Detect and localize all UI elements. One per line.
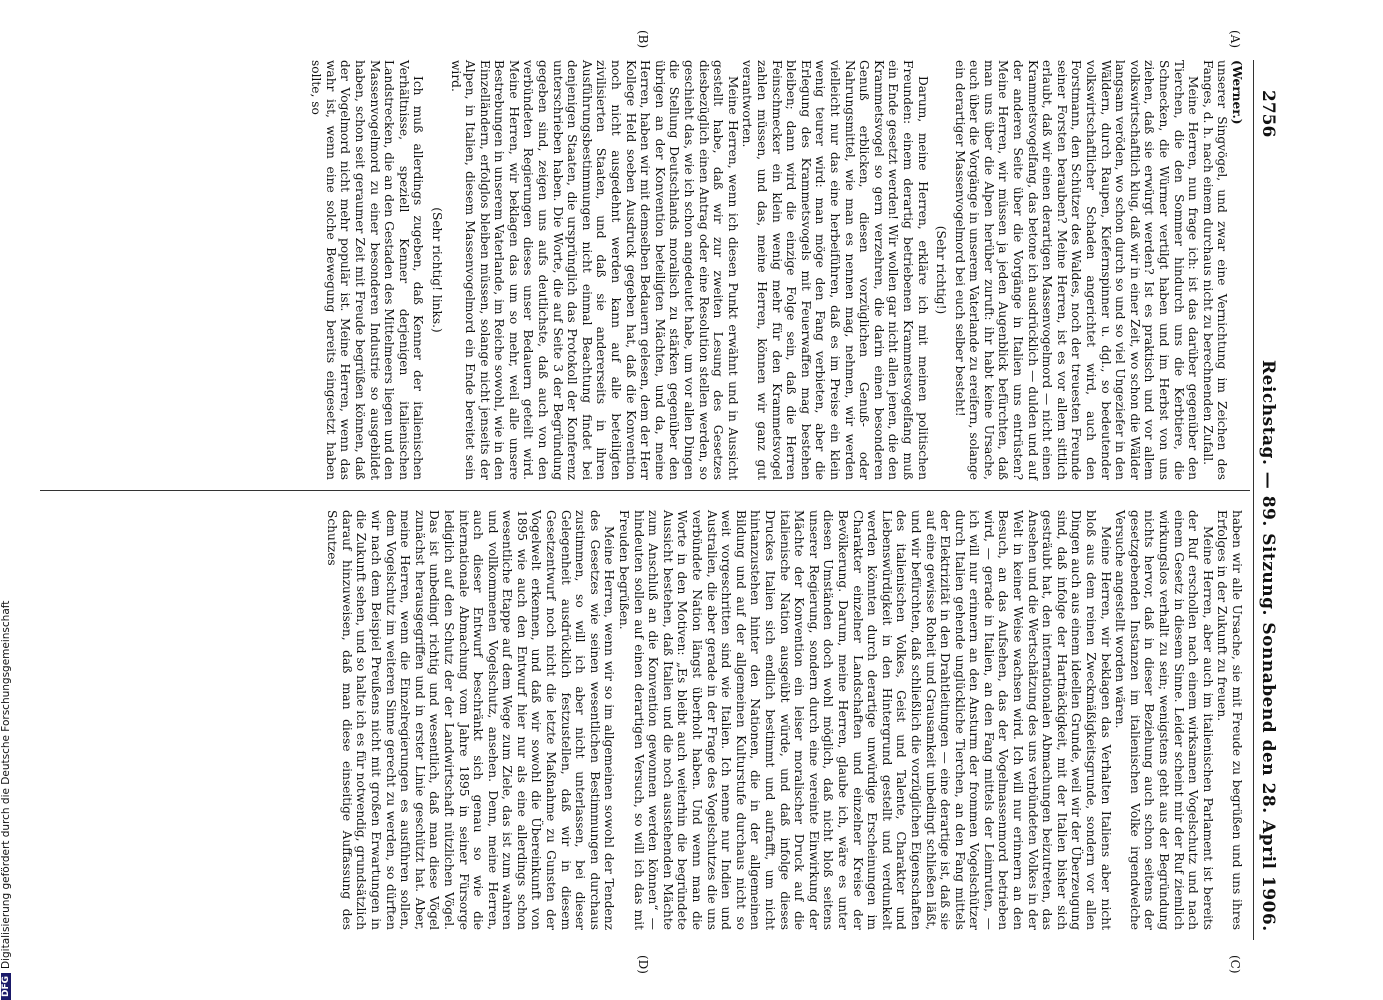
header-rule xyxy=(1253,60,1254,940)
speaker-label: (Werner.) xyxy=(1230,60,1244,125)
paragraph: Ich muß allerdings zugeben, daß Kenner der italienischen Verhältnisse, speziell Kenner derjenigen italienischen Landstrecken, die an den Gestaden des Mittelmeers liegen und den Massenvogelmord zu einer besonderen Industrie so ausgebildet haben, schon seit geraumer Zeit mit Freude begrüßen können, daß der Vogelmord nicht mehr populär ist. Meine Herren, wenn das wahr ist, wenn eine solche Bewegung bereits eingesetzt haben sollte, so xyxy=(309,60,426,480)
margin-marker-c: (C) xyxy=(1228,955,1242,974)
dfg-logo: DFG xyxy=(1,973,11,1000)
margin-marker-b: (B) xyxy=(636,30,650,49)
paragraph: Darum, meine Herren, erkläre ich mit meinen politischen Freunden: einem derartig betriebenen Krammetsvogelfang muß ein Ende gesetzt werden! Wir wollen gar nicht allen jenen, die den Krammetsvogel so gern verzehren, die darin einen besonderen Genuß erblicken, diesen vorzüglichen Genuß- oder Nahrungsmittel, wie man es nennen mag, nehmen, wir werden vielleicht nur das eine herbeiführen, daß es im Preise ein klein wenig teurer wird: man möge den Fang verbieten, aber die Erlegung des Krammetsvogels mit Feuerwaffen mag bestehen bleiben; dann wird die einzige Folge sein, daß die Herren Feinschmecker ein klein wenig mehr für den Krammetsvogel zahlen müssen, und das, meine Herren, können wir ganz gut verantworten. xyxy=(740,60,930,480)
paragraph: haben wir alle Ursache, sie mit Freude zu begrüßen und uns ihres Erfolges in der Zukunft zu freuen. xyxy=(1215,510,1244,930)
column-divider xyxy=(40,490,1250,491)
paragraph: Meine Herren, aber auch im italienischen Parlament ist bereits der Ruf erschollen nach einem wirksamen Vogelschutz und nach einem Gesetz in diesem Sinne. Leider scheint mir der Ruf ziemlich wirkungslos verhallt zu sein; wenigstens geht aus der Begründung nichts hervor, daß in dieser Beziehung auch schon seitens der gesetzgebenden Instanzen im italienischen Volke irgendwelche Versuche angestellt worden wären. xyxy=(1113,510,1215,930)
interjection: (Sehr richtig!) xyxy=(934,225,949,315)
digitization-credit xyxy=(0,0,14,1000)
page-title: Reichstag. — 89. Sitzung. Sonnabend den 28. April 1906. xyxy=(1258,360,1278,932)
page-header xyxy=(1254,30,1280,970)
paragraph: unserer Singvögel, und zwar eine Vernichtung im Zeichen des Fanges, d. h. nach einem durchaus nicht zu berechnenden Zufall. xyxy=(1200,60,1230,480)
paragraph: Meine Herren, nun frage ich: ist das darüber gegenüber den Tierchen, die den Sommer hindurch uns die Kerbtiere, die Schnecken, die Würmer vertilgt haben und im Herbst von uns ziehen, daß sie erwürgt werden? Ist es praktisch und vor allem volkswirtschaftlich klug, daß wir in einer Zeit, wo schon die Wälder langsam veröden, wo schon durch so und so viel Ungeziefer in den Wäldern, durch Raupen, Kiefernspinner u. dgl., so bedeutender volkswirtschaftlicher Schaden angerichtet wird, auch den Forstmann, den Schützer des Waldes, noch der treuesten Freunde seiner Forsten berauben? Meine Herren, ist es vor allem sittlich erlaubt, daß wir einen derartigen Massenvogelmord — nicht einen Krammetsvogelfang, das betone ich ausdrücklich — dulden und auf der anderen Seite über die Vorgänge in Italien uns entrüsten? Meine Herren, wir müssen ja jeden Augenblick befürchten, daß man uns über die Alpen herüber zuruft: ihr habt keine Ursache, euch über die Vorgänge in unserem Vaterlande zu ereifern, solange ein derartiger Massenvogelmord bei euch selber besteht! xyxy=(952,60,1201,480)
margin-marker-a: (A) xyxy=(1228,30,1242,49)
margin-marker-d: (D) xyxy=(636,955,650,974)
right-column xyxy=(325,510,1244,930)
credit-text: Digitalisierung gefördert durch die Deutsche Forschungsgemeinschaft xyxy=(0,600,12,969)
interjection: (Sehr richtig! links.) xyxy=(429,207,444,333)
paragraph: Meine Herren, wenn ich diesen Punkt erwähnt und in Aussicht gestellt habe, daß wir zur zweiten Lesung des Gesetzes diesbezüglich einen Antrag oder eine Resolution stellen werden, so geschieht das, wie ich schon angedeutet habe, um vor allen Dingen die Stellung Deutschlands moralisch zu stärken gegenüber den übrigen an der Konvention beteiligten Mächten, und da, meine Herren, haben wir mit demselben Bedauern gelesen, dem der Herr Kollege Held soeben Ausdruck gegeben hat, daß die Konvention noch nicht ausgedehnt werden kann auf alle beteiligten zivilisierten Staaten, und daß sie andererseits in ihren Ausführungsbestimmungen nicht einmal Beachtung findet bei denjenigen Staaten, die ursprünglich das Protokoll der Konferenz unterschrieben haben. Die Worte, die auf Seite 3 der Begründung gegeben sind, zeigen uns aufs deutlichste, daß auch von den verbündeten Regierungen dieses unser Bedauern geteilt wird. Meine Herren, wir beklagen das um so mehr, weil alle unsere Bestrebungen in unserem Vaterlande, im Reiche sowohl, wie in den Einzelländern, erfolglos bleiben müssen, solange nicht jenseits der Alpen, in Italien, diesem Massenvogelmord ein Ende bereitet sein wird. xyxy=(448,60,740,480)
page-number: 2756 xyxy=(1258,90,1278,138)
paragraph: Meine Herren, wir beklagen das Verhalten Italiens aber nicht bloß aus dem reinen Zweckmäßigkeitsgrunde, sondern vor allen Dingen auch aus einem ideellen Grunde, weil wir der Überzeugung sind, daß infolge der Hartnäckigkeit, mit der Italien bisher sich gesträubt hat, den internationalen Abmachungen beizutreten, das Ansehen und die Wertschätzung des uns verbündeten Volkes in der Welt in keiner Weise wachsen wird. Ich will nur erinnern an den Besuch, an das Aufsehen, das der Vogelmassenmord betrieben wird, — gerade in Italien, an den Fang mittels der Leimruten, — ich will nur erinnern an den Ansturm der frommen Vogelschützer durch Italien gehende unglückliche Tierchen, an den Fang mittels der Elektrizität in den Drahtleitungen — eine derartige ist, daß sie auf eine gewisse Roheit und Grausamkeit unbedingt schließen läßt, und wir befürchten, daß schließlich die vorzüglichen Eigenschaften des italienischen Volkes, Geist und Talente, Charakter und Liebenswürdigkeit in den Hintergrund gestellt und verdunkelt werden könnten durch derartige unwürdige Erscheinungen im Charakter einzelner Landschaften und einzelner Kreise der Bevölkerung. Darum, meine Herren, glaube ich, wäre es unter diesen Umständen doch wohl möglich, daß nicht bloß seitens unserer Regierung, sondern durch eine vereinte Einwirkung der Mächte der Konvention ein leiser moralischer Druck auf die italienische Nation ausgeübt würde, und daß infolge dieses Druckes Italien sich endlich bestimmt und aufrafft, um nicht hintanzustehen hinter den Nationen, die in der allgemeinen Bildung und auf der allgemeinen Kulturstufe durchaus nicht so weit vorgeschritten sind wie Italien. Ich nenne nur Indien und Australien, die aber gerade in der Frage des Vogelschutzes die uns verbündete Nation längst überholt haben. Und wenn man die Worte in den Motiven: „Es bleibt auch weiterhin die begründete Aussicht bestehen, daß Italien und die noch ausstehenden Mächte zum Anschluß an die Konvention gewonnen werden können“ — hindeuten sollen auf einen derartigen Versuch, so will ich das mit Freuden begrüßen. xyxy=(617,510,1113,930)
paragraph: Meine Herren, wenn wir so im allgemeinen sowohl der Tendenz des Gesetzes wie seinen wesentlichen Bestimmungen durchaus zustimmen, so will ich aber nicht unterlassen, bei dieser Gelegenheit ausdrücklich festzustellen, daß wir in diesem Gesetzentwurf noch nicht die letzte Maßnahme zu Gunsten der Vogelwelt erkennen, und daß wir sowohl die Übereinkunft von 1895 wie auch den Entwurf hier nur als eine allerdings schon wesentliche Etappe auf dem Wege zum Ziele, das ist zum wahren und vollkommenen Vogelschutz, ansehen. Denn, meine Herren, auch dieser Entwurf beschränkt sich genau so wie die internationale Abmachung vom Jahre 1895 in seiner Fürsorge lediglich auf den Schutz der der Landwirtschaft nützlichen Vögel. Das ist unbedingt richtig und wesentlich, daß man diese Vögel zunächst herausgegriffen und in erster Linie geschützt hat. Aber, meine Herren, wenn die Einzelregierungen es ausführen sollen, dem Vogelschutz im weiteren Sinne gerecht zu werden, so dürften wir nach dem Beispiel Preußens nicht mit großen Erwartungen in die Zukunft sehen, und so halte ich es für notwendig, grundsätzlich darauf hinzuweisen, daß man diese einseitige Auffassung des Schutzes xyxy=(325,510,617,930)
left-column xyxy=(309,60,1244,480)
